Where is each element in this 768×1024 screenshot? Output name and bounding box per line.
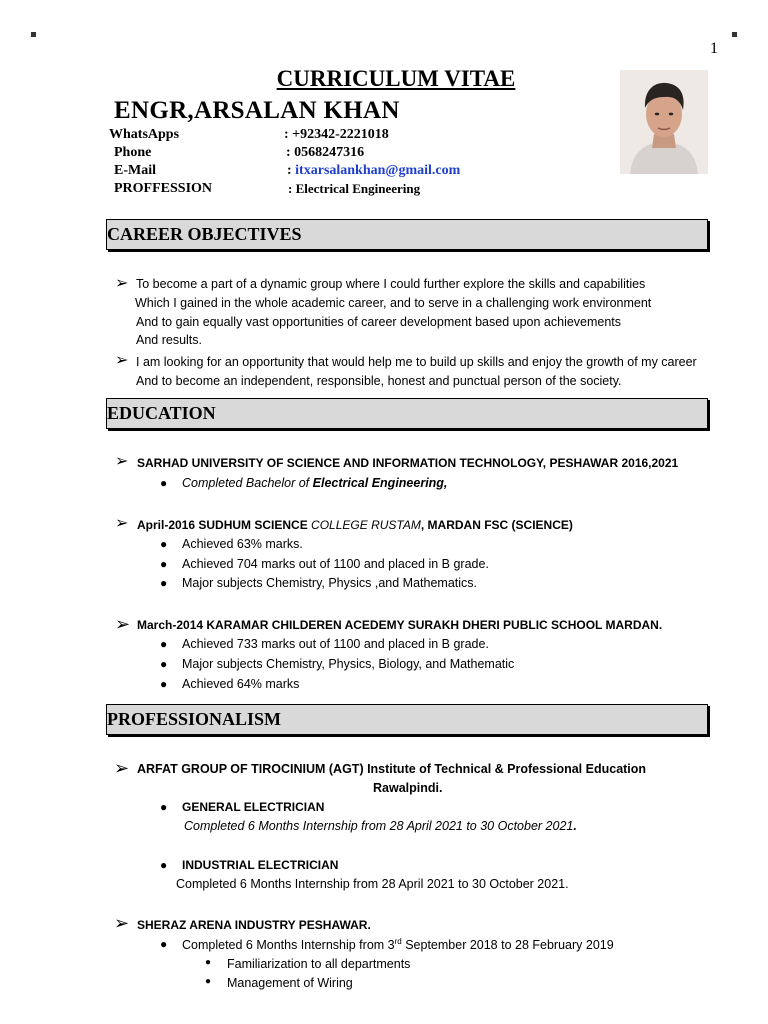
bullet-dot-icon: ●: [160, 557, 168, 571]
bullet-dot-icon: ●: [160, 800, 168, 814]
corner-mark-left: [31, 32, 36, 37]
education-item: Major subjects Chemistry, Physics ,and Mathematics.: [182, 576, 478, 590]
education-item: Achieved 704 marks out of 1100 and placed in B grade.: [182, 557, 489, 571]
bullet-dot-icon: ●: [160, 858, 168, 872]
role-detail: [184, 819, 577, 833]
role-detail: [182, 937, 614, 952]
profile-photo: [620, 70, 708, 174]
section-education: [106, 398, 708, 429]
section-title: PROFESSIONALISM: [107, 709, 282, 729]
role-title: INDUSTRIAL ELECTRICIAN: [182, 858, 339, 872]
contact-label: Phone: [114, 145, 152, 160]
item-bold-text: Electrical Engineering,: [312, 476, 448, 490]
education-item: [182, 476, 447, 490]
bullet-dot-icon: ●: [160, 637, 168, 651]
arrow-bullet-icon: ➢: [115, 515, 129, 532]
role-title: GENERAL ELECTRICIAN: [182, 800, 325, 814]
document-title: CURRICULUM VITAE: [276, 66, 516, 91]
education-heading: March-2014 KARAMAR CHILDEREN ACEDEMY SURAKH DHERI PUBLIC SCHOOL MARDAN.: [137, 618, 663, 632]
candidate-name: ENGR,ARSALAN KHAN: [114, 97, 400, 124]
contact-label: E-Mail: [114, 163, 156, 178]
bullet-dot-icon: ●: [160, 937, 168, 951]
education-item: Achieved 63% marks.: [182, 537, 303, 551]
bullet-dot-icon: ●: [160, 537, 168, 551]
arrow-bullet-icon: ➢: [115, 614, 131, 634]
arrow-bullet-icon: ➢: [114, 913, 130, 933]
role-detail-end: .: [573, 819, 577, 833]
ordinal-suffix: rd: [394, 937, 402, 946]
role-detail-text: Completed 6 Months Internship from 3: [182, 938, 395, 953]
experience-heading: ARFAT GROUP OF TIROCINIUM (AGT) Institute of Technical & Professional Education: [137, 762, 647, 776]
arrow-bullet-icon: ➢: [115, 453, 129, 470]
heading-part: April-2016 SUDHUM SCIENCE: [137, 518, 312, 532]
corner-mark-right: [732, 32, 737, 37]
arrow-bullet-icon: ➢: [114, 758, 130, 778]
contact-value: : 0568247316: [286, 145, 365, 160]
bullet-dot-icon: ●: [160, 476, 168, 490]
arrow-bullet-icon: ➢: [115, 352, 129, 369]
education-item: Achieved 64% marks: [182, 677, 300, 691]
objective-line: And results.: [136, 333, 203, 347]
role-detail: Completed 6 Months Internship from 28 April 2021 to 30 October 2021.: [176, 877, 569, 891]
heading-part-italic: COLLEGE RUSTAM: [311, 518, 421, 532]
objective-line: To become a part of a dynamic group where I could further explore the skills and capabilities: [136, 277, 646, 291]
sub-item: Management of Wiring: [227, 976, 353, 990]
role-detail-text: Completed 6 Months Internship from 28 April 2021 to 30 October 2021: [184, 819, 574, 833]
email-link[interactable]: itxarsalankhan@gmail.com: [295, 163, 461, 178]
education-item: Achieved 733 marks out of 1100 and placed in B grade.: [182, 637, 489, 651]
experience-heading-line2: Rawalpindi.: [373, 781, 443, 795]
bullet-dot-icon: ●: [160, 677, 168, 691]
contact-label: WhatsApps: [109, 127, 180, 142]
bullet-dot-icon: ●: [205, 957, 212, 968]
education-heading: [137, 518, 573, 532]
contact-value: : +92342-2221018: [284, 127, 389, 142]
bullet-dot-icon: ●: [160, 657, 168, 671]
bullet-dot-icon: ●: [205, 976, 212, 987]
person-portrait-icon: [620, 70, 708, 174]
heading-part: , MARDAN FSC (SCIENCE): [420, 518, 573, 532]
role-detail-text: September 2018 to 28 February 2019: [401, 938, 614, 953]
objective-line: And to become an independent, responsible, honest and punctual person of the society.: [136, 374, 622, 388]
page-number: 1: [710, 40, 718, 57]
arrow-bullet-icon: ➢: [115, 275, 129, 292]
contact-value: : Electrical Engineering: [288, 181, 421, 196]
bullet-dot-icon: ●: [160, 576, 168, 590]
objective-line: I am looking for an opportunity that would help me to build up skills and enjoy the growth of my career: [136, 355, 697, 369]
section-professionalism: [106, 704, 708, 735]
section-title: EDUCATION: [107, 403, 216, 423]
email-prefix: :: [287, 163, 296, 178]
sub-item: Familiarization to all departments: [227, 957, 411, 971]
section-title: CAREER OBJECTIVES: [107, 224, 302, 244]
contact-label: PROFFESSION: [114, 181, 213, 196]
education-item: Major subjects Chemistry, Physics, Biology, and Mathematic: [182, 657, 515, 671]
section-career-objectives: [106, 219, 708, 250]
education-heading: SARHAD UNIVERSITY OF SCIENCE AND INFORMATION TECHNOLOGY, PESHAWAR 2016,2021: [137, 456, 679, 470]
objective-line: Which I gained in the whole academic career, and to serve in a challenging work environment: [135, 296, 652, 310]
item-text: Completed Bachelor of: [182, 476, 313, 490]
objective-line: And to gain equally vast opportunities of career development based upon achievements: [136, 315, 622, 329]
contact-value: [287, 163, 460, 179]
experience-heading: SHERAZ ARENA INDUSTRY PESHAWAR.: [137, 918, 371, 932]
